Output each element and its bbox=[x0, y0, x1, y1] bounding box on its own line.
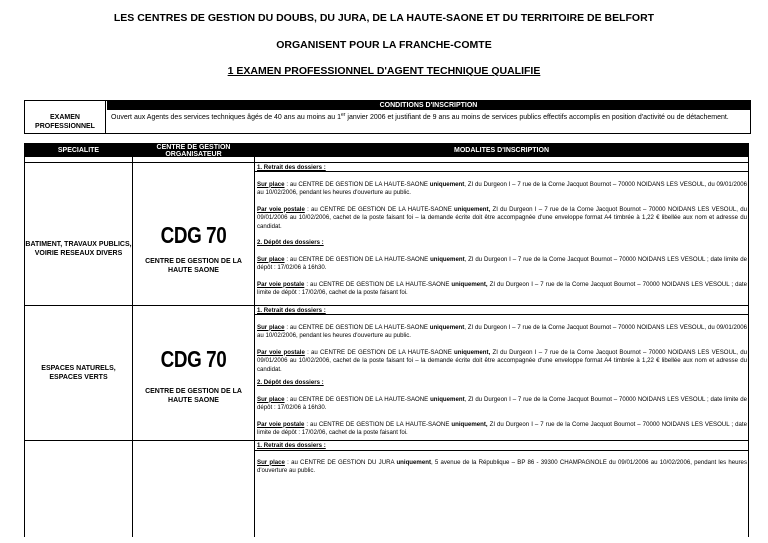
modalites-row1 bbox=[257, 164, 747, 298]
depot-sur-place: Sur place : au CENTRE DE GESTION DE LA HAUTE-SAONE uniquement, ZI du Durgeon I – 7 rue de la Corne Jacquot Bournot – 70000 NOIDANS LES VESOUL ; date limite de dépôt : 17/02/06 à 16h30. bbox=[257, 395, 748, 411]
retrait-sur-place: Sur place : au CENTRE DE GESTION DE LA HAUTE-SAONE uniquement, ZI du Durgeon I – 7 rue de la Corne Jacquot Bournot – 70000 NOIDANS LES VESOUL, du 09/01/2006 au 10/02/2006, pendant les heures d'ouverture au public. bbox=[257, 323, 747, 339]
depot-voie-postale: Par voie postale : au CENTRE DE GESTION DE LA HAUTE-SAONE uniquement, ZI du Durgeon I – 7 rue de la Corne Jacquot Bournot – 70000 NOIDANS LES VESOUL ; date limite de dépôt : 17/02/06, cachet de la poste faisant foi. bbox=[257, 280, 747, 296]
retrait-voie-postale: Par voie postale : au CENTRE DE GESTION DE LA HAUTE-SAONE uniquement, ZI du Durgeon I – 7 rue de la Corne Jacquot Bournot – 70000 NOIDANS LES VESOUL, du 09/01/2006 au 10/02/2006, cachet de la poste faisant foi – la demande écrite doit être accompagnée d'une enveloppe format A4 timbrée à 1,22 € libellée aux nom et adresse du candidat. bbox=[257, 348, 748, 373]
retrait-heading: 1. Retrait des dossiers : bbox=[257, 164, 326, 171]
depot-heading: 2. Dépôt des dossiers : bbox=[257, 379, 324, 386]
depot-heading: 2. Dépôt des dossiers : bbox=[257, 239, 324, 246]
exam-conditions-box bbox=[24, 100, 751, 134]
cdg-row2 bbox=[133, 346, 254, 405]
depot-sur-place: Sur place : au CENTRE DE GESTION DE LA HAUTE-SAONE uniquement, ZI du Durgeon I – 7 rue de la Corne Jacquot Bournot – 70000 NOIDANS LES VESOUL ; date limite de dépôt : 17/02/06 à 16h30. bbox=[257, 255, 748, 271]
retrait-heading: 1. Retrait des dossiers : bbox=[257, 442, 326, 449]
modalites-row2 bbox=[257, 307, 747, 438]
conditions-header: CONDITIONS D'INSCRIPTION bbox=[107, 101, 750, 110]
header-centre: CENTRE DE GESTION ORGANISATEUR bbox=[133, 144, 254, 157]
speciality-espaces-verts: ESPACES NATURELS, ESPACES VERTS bbox=[41, 365, 116, 381]
header-modalites: MODALITES D'INSCRIPTION bbox=[255, 144, 748, 157]
retrait-heading: 1. Retrait des dossiers : bbox=[257, 307, 326, 314]
cdg-label: CENTRE DE GESTION DE LA HAUTE SAONE bbox=[145, 388, 242, 404]
retrait-voie-postale: Par voie postale : au CENTRE DE GESTION DE LA HAUTE-SAONE uniquement, ZI du Durgeon I – 7 rue de la Corne Jacquot Bournot – 70000 NOIDANS LES VESOUL, du 09/01/2006 au 10/02/2006, cachet de la poste faisant foi – la demande écrite doit être accompagnée d'une enveloppe format A4 timbrée à 1,22 € libellée aux nom et adresse du candidat. bbox=[257, 205, 748, 230]
exam-label: EXAMEN PROFESSIONNEL bbox=[25, 101, 106, 133]
cdg-code: CDG 70 bbox=[160, 222, 227, 248]
modalites-row3 bbox=[257, 442, 747, 476]
exam-title: 1 EXAMEN PROFESSIONNEL D'AGENT TECHNIQUE QUALIFIE bbox=[227, 65, 541, 77]
document-title: LES CENTRES DE GESTION DU DOUBS, DU JURA, DE LA HAUTE-SAONE ET DU TERRITOIRE DE BELFORT bbox=[113, 12, 655, 24]
header-speciality: SPECIALITE bbox=[25, 144, 132, 157]
retrait-sur-place: Sur place : au CENTRE DE GESTION DU JURA uniquement, 5 avenue de la République – BP 86 - 39300 CHAMPAGNOLE du 09/01/2006 au 10/02/2006, pendant les heures d'ouverture au public. bbox=[257, 458, 747, 474]
depot-voie-postale: Par voie postale : au CENTRE DE GESTION DE LA HAUTE-SAONE uniquement, ZI du Durgeon I – 7 rue de la Corne Jacquot Bournot – 70000 NOIDANS LES VESOUL ; date limite de dépôt : 17/02/06, cachet de la poste faisant foi. bbox=[257, 420, 747, 436]
registration-table bbox=[24, 143, 749, 537]
cdg-row1 bbox=[133, 222, 254, 275]
cdg-code: CDG 70 bbox=[160, 346, 227, 372]
conditions-text: Ouvert aux Agents des services techniques âgés de 40 ans au moins au 1er janvier 2006 et justifiant de 9 ans au moins de services publics effectifs accomplis en position d'activité ou de détachement. bbox=[111, 112, 729, 121]
speciality-batiment: BATIMENT, TRAVAUX PUBLICS, VOIRIE RESEAUX DIVERS bbox=[25, 241, 132, 257]
cdg-label: CENTRE DE GESTION DE LA HAUTE SAONE bbox=[145, 258, 242, 274]
document-subtitle: ORGANISENT POUR LA FRANCHE-COMTE bbox=[276, 39, 492, 51]
retrait-sur-place: Sur place : au CENTRE DE GESTION DE LA HAUTE-SAONE uniquement, ZI du Durgeon I – 7 rue de la Corne Jacquot Bournot – 70000 NOIDANS LES VESOUL, du 09/01/2006 au 10/02/2006, pendant les heures d'ouverture au public. bbox=[257, 180, 747, 196]
